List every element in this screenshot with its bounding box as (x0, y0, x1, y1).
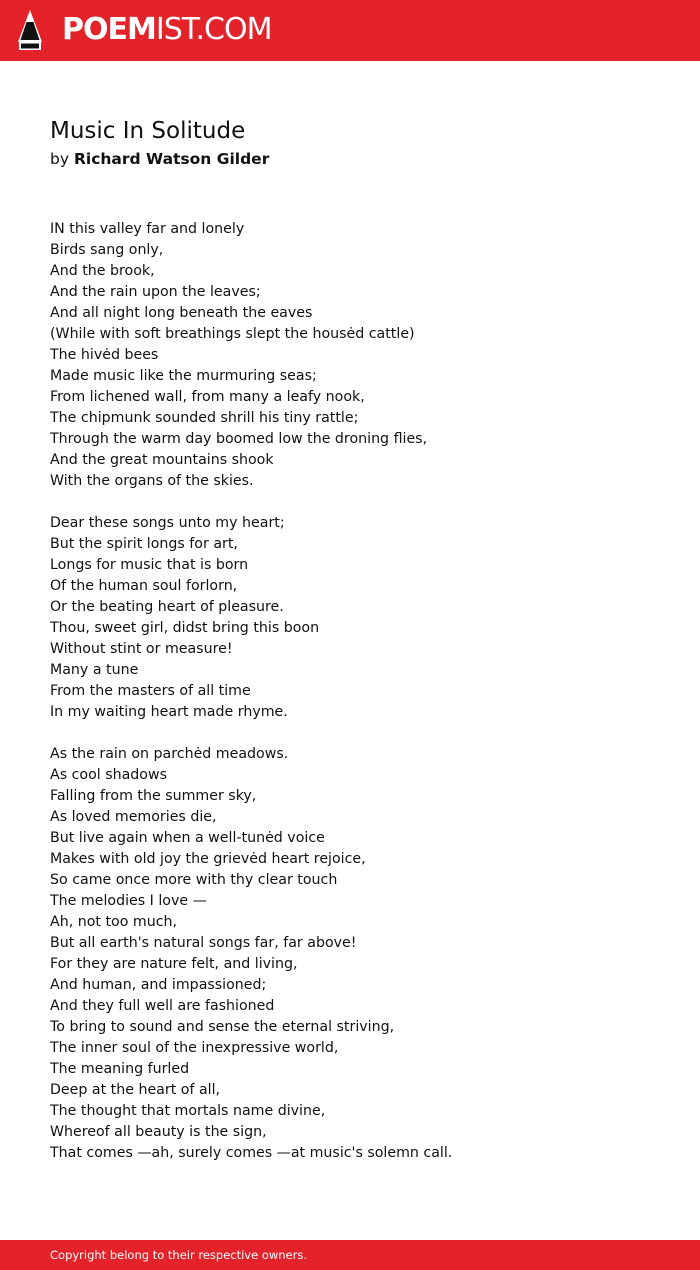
poem-line: In my waiting heart made rhyme. (50, 704, 288, 720)
poem-line: Of the human soul forlorn, (50, 578, 238, 594)
poem-line: Ah, not too much, (50, 914, 178, 930)
poem-title: Music In Solitude (50, 118, 246, 144)
poem-line: The hivėd bees (50, 347, 159, 363)
poem-line: And the great mountains shook (50, 452, 274, 468)
poem-line: But the spirit longs for art, (50, 536, 238, 552)
poem-line: Through the warm day boomed low the droning flies, (50, 431, 428, 447)
poem-line: And the brook, (50, 263, 155, 279)
poem-line: As the rain on parchėd meadows. (50, 746, 289, 762)
poem-line: Deep at the heart of all, (50, 1082, 221, 1098)
site-footer (0, 1240, 700, 1270)
poem-line: And human, and impassioned; (50, 977, 267, 993)
poem-line: The thought that mortals name divine, (50, 1103, 326, 1119)
poem-line: Many a tune (50, 662, 139, 678)
poem-line: The melodies I love — (50, 893, 207, 909)
poem-line: Dear these songs unto my heart; (50, 515, 285, 531)
poem-line: As cool shadows (50, 767, 167, 783)
poem-line: And the rain upon the leaves; (50, 284, 261, 300)
byline (50, 149, 269, 169)
logo-light-part: IST.COM (155, 12, 272, 47)
poem-line: Or the beating heart of pleasure. (50, 599, 284, 615)
by-label: by (50, 150, 70, 168)
poem-body (50, 219, 670, 1185)
copyright-text: Copyright belong to their respective owners. (50, 1248, 308, 1262)
poem-line: The meaning furled (50, 1061, 190, 1077)
poem-line: Longs for music that is born (50, 557, 249, 573)
poem-line: That comes —ah, surely comes —at music's solemn call. (50, 1145, 453, 1161)
pencil-logo-icon[interactable] (17, 9, 43, 51)
poem-line: But live again when a well-tunėd voice (50, 830, 325, 846)
poem-line: Thou, sweet girl, didst bring this boon (50, 620, 320, 636)
poem-stanza (50, 219, 670, 492)
poem-line: From the masters of all time (50, 683, 251, 699)
poem-line: But all earth's natural songs far, far above! (50, 935, 357, 951)
poem-line: Falling from the summer sky, (50, 788, 257, 804)
poem-line: The inner soul of the inexpressive world, (50, 1040, 339, 1056)
poem-line: As loved memories die, (50, 809, 217, 825)
poem-line: And all night long beneath the eaves (50, 305, 313, 321)
poem-line: To bring to sound and sense the eternal striving, (50, 1019, 395, 1035)
poem-line: From lichened wall, from many a leafy nook, (50, 389, 365, 405)
poem-stanza (50, 744, 670, 1164)
poem-stanza (50, 513, 670, 723)
poem-line: Whereof all beauty is the sign, (50, 1124, 267, 1140)
poem-line: With the organs of the skies. (50, 473, 254, 489)
poem-line: (While with soft breathings slept the housėd cattle) (50, 326, 415, 342)
poem-line: And they full well are fashioned (50, 998, 275, 1014)
site-logo-text[interactable] (62, 12, 271, 48)
poem-line: Made music like the murmuring seas; (50, 368, 317, 384)
poem-line: Birds sang only, (50, 242, 164, 258)
poem-line: Without stint or measure! (50, 641, 233, 657)
poem-line: So came once more with thy clear touch (50, 872, 338, 888)
poem-line: IN this valley far and lonely (50, 221, 245, 237)
author-name: Richard Watson Gilder (73, 150, 270, 168)
poem-line: For they are nature felt, and living, (50, 956, 298, 972)
logo-bold-part: POEM (62, 12, 156, 47)
site-header (0, 0, 700, 61)
poem-line: The chipmunk sounded shrill his tiny rattle; (50, 410, 359, 426)
poem-line: Makes with old joy the grievėd heart rejoice, (50, 851, 366, 867)
